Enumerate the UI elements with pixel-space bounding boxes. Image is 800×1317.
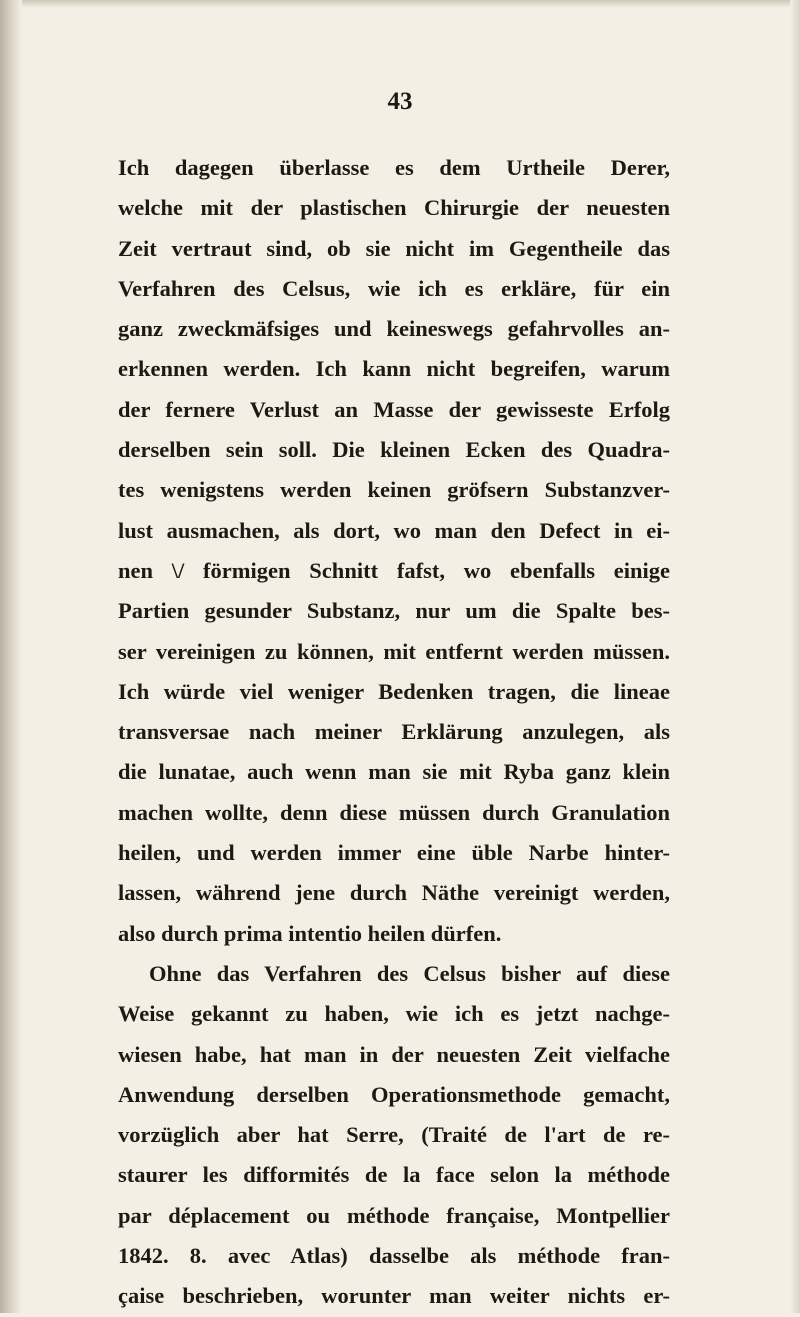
text-line: transversae nach meiner Erklärung anzulegen, als	[118, 719, 670, 745]
text-line: lassen, während jene durch Näthe vereinigt werden,	[118, 880, 670, 906]
text-line: Ich dagegen überlasse es dem Urtheile Derer,	[118, 155, 670, 180]
text-line: nen \/ förmigen Schnitt fafst, wo ebenfalls einige	[118, 557, 670, 583]
text-line: ganz zweckmäfsiges und keineswegs gefahrvolles an-	[118, 316, 670, 342]
text-line: Verfahren des Celsus, wie ich es erkläre, für ein	[118, 275, 670, 301]
text-line: çaise beschrieben, worunter man weiter nichts er-	[118, 1283, 670, 1309]
text-line: ser vereinigen zu können, mit entfernt werden müssen.	[118, 638, 670, 664]
text-line: derselben sein soll. Die kleinen Ecken des Quadra-	[118, 437, 670, 463]
text-line: tes wenigstens werden keinen gröfsern Substanzver-	[118, 477, 670, 503]
page-top-edge	[0, 0, 800, 8]
text-line: erkennen werden. Ich kann nicht begreifen, warum	[118, 356, 670, 382]
page-right-edge	[790, 0, 800, 1313]
text-line: 1842. 8. avec Atlas) dasselbe als méthode fran-	[118, 1243, 670, 1269]
text-line: heilen, und werden immer eine üble Narbe hinter-	[118, 840, 670, 866]
text-line: staurer les difformités de la face selon la méthode	[118, 1162, 670, 1188]
text-line: par déplacement ou méthode française, Montpellier	[118, 1202, 670, 1228]
text-line: Weise gekannt zu haben, wie ich es jetzt nachge-	[118, 1001, 670, 1027]
text-line: Ohne das Verfahren des Celsus bisher auf diese	[149, 960, 670, 986]
text-line: Partien gesunder Substanz, nur um die Spalte bes-	[118, 598, 670, 624]
body-text	[118, 148, 670, 1317]
page-binding-edge	[0, 0, 22, 1313]
page-number: 43	[387, 88, 413, 115]
text-line: also durch prima intentio heilen dürfen.	[118, 920, 502, 946]
text-line: machen wollte, denn diese müssen durch Granulation	[118, 799, 670, 825]
text-line: die lunatae, auch wenn man sie mit Ryba ganz klein	[118, 759, 670, 785]
text-line: lust ausmachen, als dort, wo man den Defect in ei-	[118, 517, 670, 543]
text-line: Anwendung derselben Operationsmethode gemacht,	[118, 1081, 670, 1107]
text-line: vorzüglich aber hat Serre, (Traité de l'art de re-	[118, 1122, 670, 1148]
text-line: der fernere Verlust an Masse der gewisseste Erfolg	[118, 396, 670, 422]
text-line: welche mit der plastischen Chirurgie der neuesten	[118, 195, 670, 221]
text-line: Zeit vertraut sind, ob sie nicht im Gegentheile das	[118, 235, 670, 261]
text-line: Ich würde viel weniger Bedenken tragen, die lineae	[118, 678, 670, 704]
text-line: wiesen habe, hat man in der neuesten Zeit vielfache	[118, 1041, 670, 1067]
